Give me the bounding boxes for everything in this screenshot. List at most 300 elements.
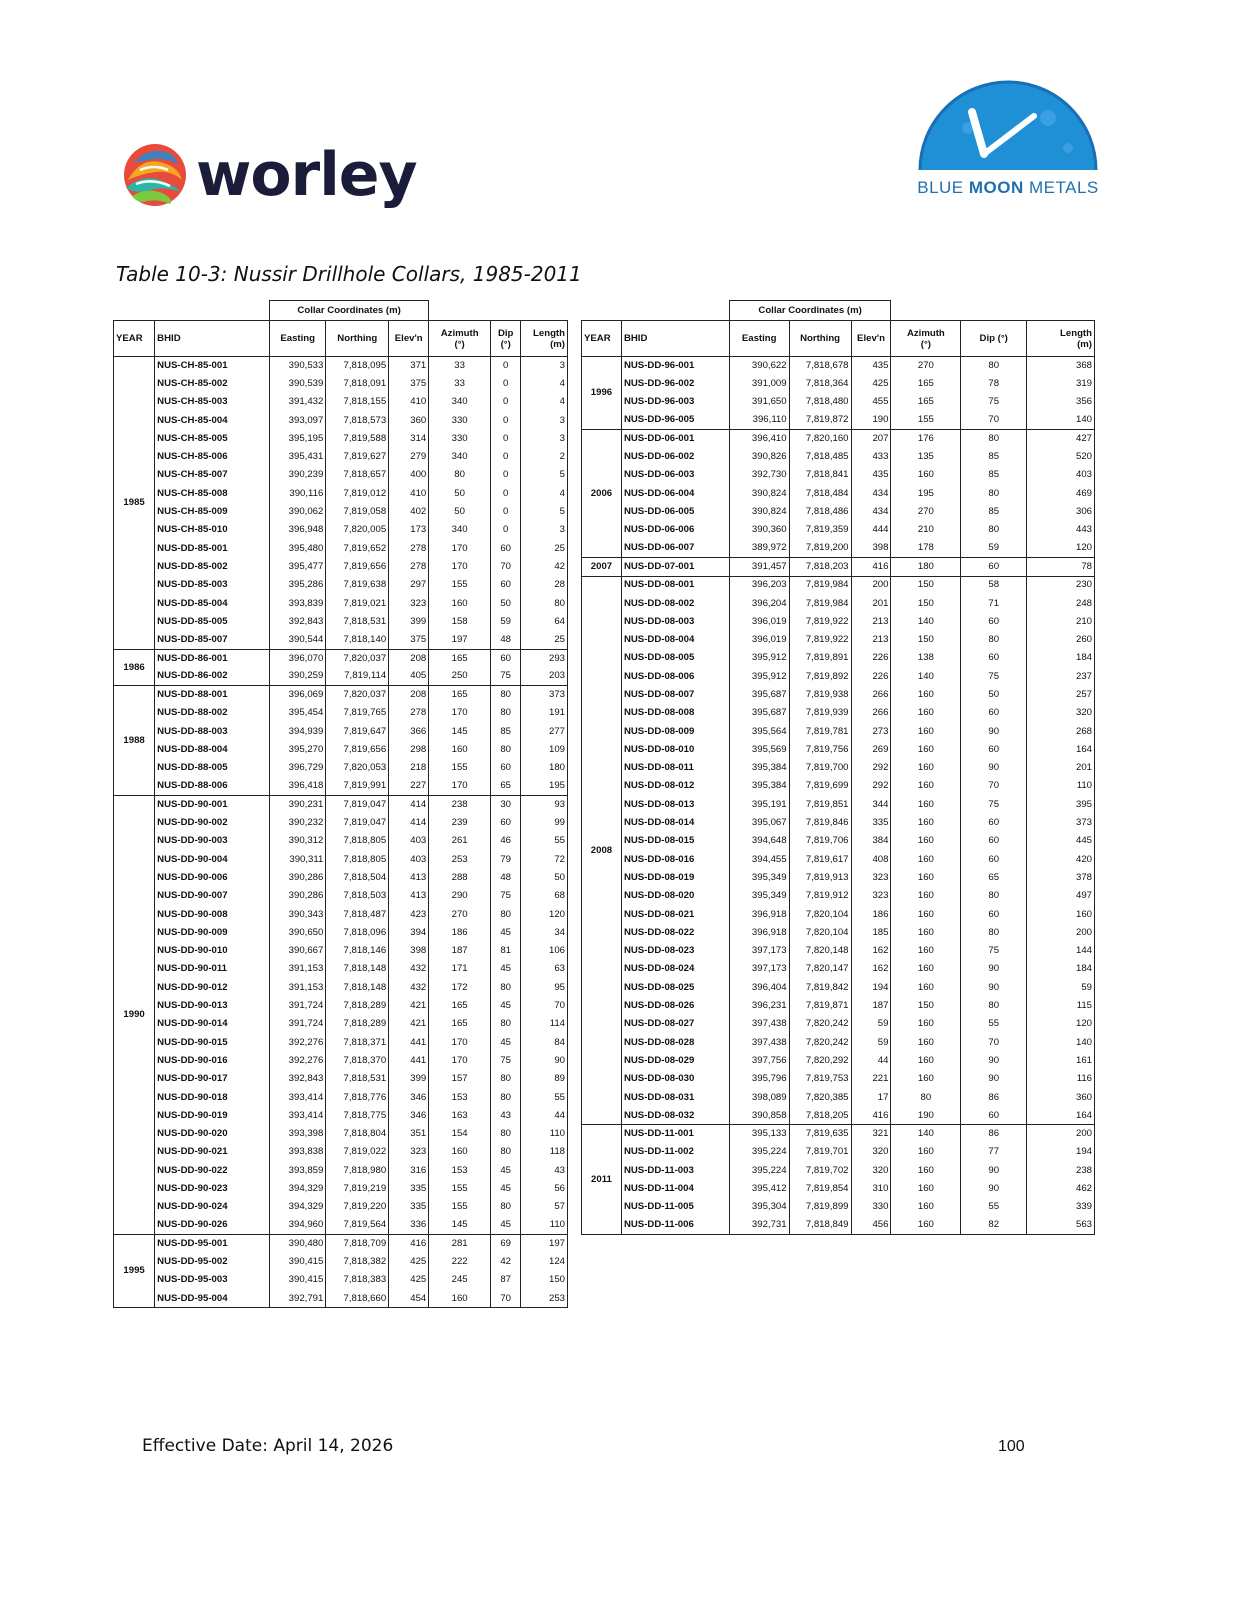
- northing-cell: 7,819,114: [326, 668, 389, 686]
- easting-cell: 393,414: [270, 1107, 326, 1125]
- dip-cell: 85: [961, 448, 1027, 466]
- elev-cell: 310: [851, 1180, 891, 1198]
- elev-cell: 207: [851, 430, 891, 448]
- dip-cell: 59: [961, 539, 1027, 557]
- easting-cell: 395,564: [729, 722, 789, 740]
- table-row: [114, 649, 568, 667]
- northing-cell: 7,819,892: [789, 668, 851, 686]
- table-row: [582, 485, 1095, 503]
- bhid-cell: NUS-DD-95-004: [155, 1290, 270, 1308]
- length-cell: 2: [521, 448, 568, 466]
- azimuth-cell: 155: [429, 1180, 491, 1198]
- length-cell: 253: [521, 1290, 568, 1308]
- northing-cell: 7,819,871: [789, 997, 851, 1015]
- elev-cell: 278: [389, 539, 429, 557]
- elev-cell: 375: [389, 375, 429, 393]
- azimuth-cell: 187: [429, 942, 491, 960]
- northing-cell: 7,819,706: [789, 832, 851, 850]
- table-row: [114, 503, 568, 521]
- table-row: [582, 887, 1095, 905]
- easting-cell: 391,153: [270, 979, 326, 997]
- northing-cell: 7,818,657: [326, 466, 389, 484]
- azimuth-cell: 50: [429, 503, 491, 521]
- bhid-cell: NUS-DD-08-005: [621, 649, 729, 667]
- length-cell: 25: [521, 631, 568, 649]
- bhid-cell: NUS-DD-95-002: [155, 1253, 270, 1271]
- azimuth-cell: 160: [891, 722, 961, 740]
- year-cell: 1996: [582, 357, 622, 430]
- table-row: [582, 631, 1095, 649]
- elev-cell: 403: [389, 851, 429, 869]
- bhid-cell: NUS-DD-08-026: [621, 997, 729, 1015]
- length-cell: 140: [1027, 1033, 1095, 1051]
- year-cell: 1995: [114, 1235, 155, 1308]
- northing-cell: 7,818,980: [326, 1162, 389, 1180]
- northing-cell: 7,819,652: [326, 539, 389, 557]
- easting-cell: 394,960: [270, 1216, 326, 1234]
- azimuth-cell: 153: [429, 1088, 491, 1106]
- dip-cell: 59: [491, 613, 521, 631]
- bhid-cell: NUS-DD-90-020: [155, 1125, 270, 1143]
- northing-cell: 7,818,775: [326, 1107, 389, 1125]
- azimuth-cell: 160: [891, 1033, 961, 1051]
- length-cell: 443: [1027, 521, 1095, 539]
- easting-cell: 390,286: [270, 869, 326, 887]
- dip-cell: 60: [961, 558, 1027, 576]
- length-cell: 90: [521, 1052, 568, 1070]
- table-row: [582, 942, 1095, 960]
- col-azimuth: Azimuth (°): [429, 321, 491, 357]
- table-row: [582, 759, 1095, 777]
- elev-cell: 399: [389, 1070, 429, 1088]
- table-row: [114, 1271, 568, 1289]
- table-row: [114, 814, 568, 832]
- northing-cell: 7,819,701: [789, 1143, 851, 1161]
- length-cell: 257: [1027, 686, 1095, 704]
- easting-cell: 396,410: [729, 430, 789, 448]
- elev-cell: 335: [851, 814, 891, 832]
- easting-cell: 390,259: [270, 668, 326, 686]
- easting-cell: 390,480: [270, 1235, 326, 1253]
- elev-cell: 399: [389, 613, 429, 631]
- dip-cell: 50: [961, 686, 1027, 704]
- easting-cell: 395,477: [270, 558, 326, 576]
- elev-cell: 314: [389, 430, 429, 448]
- azimuth-cell: 150: [891, 631, 961, 649]
- dip-cell: 80: [961, 485, 1027, 503]
- northing-cell: 7,818,486: [789, 503, 851, 521]
- length-cell: 110: [521, 1125, 568, 1143]
- elev-cell: 366: [389, 722, 429, 740]
- elev-cell: 278: [389, 704, 429, 722]
- bhid-cell: NUS-DD-90-002: [155, 814, 270, 832]
- northing-cell: 7,820,242: [789, 1015, 851, 1033]
- length-cell: 201: [1027, 759, 1095, 777]
- length-cell: 293: [521, 649, 568, 667]
- bhid-cell: NUS-CH-85-004: [155, 411, 270, 429]
- easting-cell: 390,286: [270, 887, 326, 905]
- elev-cell: 414: [389, 796, 429, 814]
- azimuth-cell: 160: [891, 759, 961, 777]
- length-cell: 268: [1027, 722, 1095, 740]
- northing-cell: 7,820,148: [789, 942, 851, 960]
- length-cell: 64: [521, 613, 568, 631]
- northing-cell: 7,820,053: [326, 759, 389, 777]
- table-row: [582, 375, 1095, 393]
- dip-cell: 50: [491, 594, 521, 612]
- northing-cell: 7,819,564: [326, 1216, 389, 1234]
- easting-cell: 392,843: [270, 613, 326, 631]
- azimuth-cell: 154: [429, 1125, 491, 1143]
- dip-cell: 70: [491, 1290, 521, 1308]
- azimuth-cell: 155: [891, 411, 961, 429]
- table-row: [582, 1088, 1095, 1106]
- worley-swirl-icon: [120, 140, 190, 210]
- azimuth-cell: 150: [891, 594, 961, 612]
- table-row: [582, 430, 1095, 448]
- easting-cell: 395,480: [270, 539, 326, 557]
- elev-cell: 456: [851, 1216, 891, 1234]
- dip-cell: 82: [961, 1216, 1027, 1234]
- easting-cell: 392,843: [270, 1070, 326, 1088]
- coord-group-header-right: Collar Coordinates (m): [729, 301, 891, 321]
- elev-cell: 398: [389, 942, 429, 960]
- length-cell: 203: [521, 668, 568, 686]
- bhid-cell: NUS-DD-90-009: [155, 924, 270, 942]
- elev-cell: 434: [851, 503, 891, 521]
- bhid-cell: NUS-DD-88-005: [155, 759, 270, 777]
- azimuth-cell: 160: [429, 594, 491, 612]
- easting-cell: 394,648: [729, 832, 789, 850]
- table-row: [582, 814, 1095, 832]
- elev-cell: 320: [851, 1162, 891, 1180]
- bhid-cell: NUS-DD-11-002: [621, 1143, 729, 1161]
- northing-cell: 7,819,913: [789, 869, 851, 887]
- table-row: [114, 485, 568, 503]
- elev-cell: 425: [389, 1271, 429, 1289]
- table-row: [582, 448, 1095, 466]
- length-cell: 497: [1027, 887, 1095, 905]
- length-cell: 110: [1027, 777, 1095, 795]
- easting-cell: 389,972: [729, 539, 789, 557]
- year-cell: 1986: [114, 649, 155, 686]
- azimuth-cell: 155: [429, 576, 491, 594]
- length-cell: 3: [521, 521, 568, 539]
- year-cell: 1985: [114, 357, 155, 650]
- northing-cell: 7,818,289: [326, 1015, 389, 1033]
- azimuth-cell: 160: [429, 1143, 491, 1161]
- year-cell: 2011: [582, 1125, 622, 1235]
- northing-cell: 7,818,146: [326, 942, 389, 960]
- table-row: [582, 924, 1095, 942]
- azimuth-cell: 33: [429, 357, 491, 375]
- azimuth-cell: 165: [429, 686, 491, 704]
- easting-cell: 395,569: [729, 741, 789, 759]
- table-row: [114, 430, 568, 448]
- elev-cell: 432: [389, 979, 429, 997]
- dip-cell: 70: [961, 1033, 1027, 1051]
- bhid-cell: NUS-CH-85-007: [155, 466, 270, 484]
- dip-cell: 80: [961, 924, 1027, 942]
- northing-cell: 7,818,480: [789, 393, 851, 411]
- dip-cell: 45: [491, 1180, 521, 1198]
- elev-cell: 398: [851, 539, 891, 557]
- length-cell: 395: [1027, 796, 1095, 814]
- bhid-cell: NUS-DD-90-026: [155, 1216, 270, 1234]
- northing-cell: 7,818,503: [326, 887, 389, 905]
- azimuth-cell: 160: [891, 1052, 961, 1070]
- length-cell: 68: [521, 887, 568, 905]
- bhid-cell: NUS-DD-08-028: [621, 1033, 729, 1051]
- bhid-cell: NUS-DD-11-001: [621, 1125, 729, 1143]
- bhid-cell: NUS-DD-08-020: [621, 887, 729, 905]
- northing-cell: 7,819,846: [789, 814, 851, 832]
- length-cell: 55: [521, 832, 568, 850]
- northing-cell: 7,819,854: [789, 1180, 851, 1198]
- elev-cell: 200: [851, 576, 891, 594]
- azimuth-cell: 172: [429, 979, 491, 997]
- azimuth-cell: 150: [891, 576, 961, 594]
- bhid-cell: NUS-DD-90-023: [155, 1180, 270, 1198]
- dip-cell: 60: [491, 759, 521, 777]
- dip-cell: 45: [491, 960, 521, 978]
- bhid-cell: NUS-DD-08-007: [621, 686, 729, 704]
- length-cell: 3: [521, 430, 568, 448]
- bhid-cell: NUS-DD-08-001: [621, 576, 729, 594]
- azimuth-cell: 170: [429, 777, 491, 795]
- col-bhid: BHID: [155, 321, 270, 357]
- table-row: [114, 686, 568, 704]
- table-row: [582, 686, 1095, 704]
- bhid-cell: NUS-DD-90-001: [155, 796, 270, 814]
- northing-cell: 7,818,573: [326, 411, 389, 429]
- bhid-cell: NUS-DD-96-005: [621, 411, 729, 429]
- easting-cell: 394,455: [729, 851, 789, 869]
- elev-cell: 194: [851, 979, 891, 997]
- elev-cell: 266: [851, 704, 891, 722]
- dip-cell: 75: [961, 942, 1027, 960]
- easting-cell: 395,796: [729, 1070, 789, 1088]
- dip-cell: 60: [961, 649, 1027, 667]
- table-row: [582, 539, 1095, 557]
- easting-cell: 395,224: [729, 1162, 789, 1180]
- table-row: [582, 1070, 1095, 1088]
- dip-cell: 42: [491, 1253, 521, 1271]
- azimuth-cell: 270: [891, 503, 961, 521]
- table-row: [114, 576, 568, 594]
- table-row: [582, 613, 1095, 631]
- azimuth-cell: 160: [891, 777, 961, 795]
- dip-cell: 45: [491, 1162, 521, 1180]
- year-cell: 1988: [114, 686, 155, 796]
- length-cell: 4: [521, 393, 568, 411]
- length-cell: 5: [521, 466, 568, 484]
- azimuth-cell: 160: [891, 960, 961, 978]
- elev-cell: 421: [389, 997, 429, 1015]
- northing-cell: 7,818,205: [789, 1107, 851, 1125]
- length-cell: 191: [521, 704, 568, 722]
- elev-cell: 413: [389, 869, 429, 887]
- easting-cell: 393,414: [270, 1088, 326, 1106]
- length-cell: 563: [1027, 1216, 1095, 1234]
- azimuth-cell: 160: [891, 979, 961, 997]
- length-cell: 120: [1027, 539, 1095, 557]
- length-cell: 144: [1027, 942, 1095, 960]
- elev-cell: 201: [851, 594, 891, 612]
- easting-cell: 395,349: [729, 887, 789, 905]
- dip-cell: 60: [961, 905, 1027, 923]
- easting-cell: 390,533: [270, 357, 326, 375]
- easting-cell: 395,384: [729, 777, 789, 795]
- bhid-cell: NUS-DD-90-014: [155, 1015, 270, 1033]
- elev-cell: 444: [851, 521, 891, 539]
- bhid-cell: NUS-DD-90-013: [155, 997, 270, 1015]
- length-cell: 378: [1027, 869, 1095, 887]
- length-cell: 230: [1027, 576, 1095, 594]
- length-cell: 116: [1027, 1070, 1095, 1088]
- northing-cell: 7,819,359: [789, 521, 851, 539]
- elev-cell: 384: [851, 832, 891, 850]
- azimuth-cell: 163: [429, 1107, 491, 1125]
- length-cell: 420: [1027, 851, 1095, 869]
- effective-date: Effective Date: April 14, 2026: [142, 1436, 394, 1456]
- bhid-cell: NUS-DD-95-003: [155, 1271, 270, 1289]
- northing-cell: 7,819,022: [326, 1143, 389, 1161]
- dip-cell: 81: [491, 942, 521, 960]
- worley-wordmark: worley: [196, 140, 417, 210]
- northing-cell: 7,820,037: [326, 686, 389, 704]
- table-row: [582, 576, 1095, 594]
- azimuth-cell: 165: [891, 375, 961, 393]
- northing-cell: 7,819,938: [789, 686, 851, 704]
- table-row: [114, 924, 568, 942]
- azimuth-cell: 239: [429, 814, 491, 832]
- elev-cell: 186: [851, 905, 891, 923]
- elev-cell: 208: [389, 649, 429, 667]
- bhid-cell: NUS-DD-88-006: [155, 777, 270, 795]
- northing-cell: 7,818,504: [326, 869, 389, 887]
- table-row: [114, 997, 568, 1015]
- northing-cell: 7,818,289: [326, 997, 389, 1015]
- azimuth-cell: 160: [891, 1015, 961, 1033]
- elev-cell: 323: [851, 887, 891, 905]
- bhid-cell: NUS-CH-85-002: [155, 375, 270, 393]
- easting-cell: 397,173: [729, 960, 789, 978]
- elev-cell: 454: [389, 1290, 429, 1308]
- blue-moon-wordmark: BLUE MOON METALS: [917, 178, 1099, 197]
- bhid-cell: NUS-DD-06-006: [621, 521, 729, 539]
- azimuth-cell: 160: [891, 905, 961, 923]
- elev-cell: 323: [389, 594, 429, 612]
- dip-cell: 0: [491, 430, 521, 448]
- table-row: [114, 1052, 568, 1070]
- northing-cell: 7,818,805: [326, 832, 389, 850]
- easting-cell: 395,912: [729, 649, 789, 667]
- length-cell: 200: [1027, 1125, 1095, 1143]
- elev-cell: 416: [389, 1235, 429, 1253]
- easting-cell: 395,687: [729, 686, 789, 704]
- bhid-cell: NUS-DD-08-002: [621, 594, 729, 612]
- easting-cell: 391,650: [729, 393, 789, 411]
- elev-cell: 59: [851, 1033, 891, 1051]
- azimuth-cell: 158: [429, 613, 491, 631]
- azimuth-cell: 178: [891, 539, 961, 557]
- table-row: [114, 722, 568, 740]
- blue-moon-clock-icon: [908, 78, 1108, 178]
- northing-cell: 7,819,872: [789, 411, 851, 429]
- elev-cell: 414: [389, 814, 429, 832]
- azimuth-cell: 160: [891, 1216, 961, 1234]
- table-row: [114, 1216, 568, 1234]
- northing-cell: 7,818,531: [326, 613, 389, 631]
- azimuth-cell: 140: [891, 613, 961, 631]
- length-cell: 4: [521, 485, 568, 503]
- table-row: [114, 411, 568, 429]
- dip-cell: 90: [961, 722, 1027, 740]
- dip-cell: 75: [491, 887, 521, 905]
- easting-cell: 398,089: [729, 1088, 789, 1106]
- dip-cell: 0: [491, 503, 521, 521]
- bhid-cell: NUS-DD-08-024: [621, 960, 729, 978]
- northing-cell: 7,819,012: [326, 485, 389, 503]
- elev-cell: 435: [851, 357, 891, 375]
- azimuth-cell: 238: [429, 796, 491, 814]
- elev-cell: 441: [389, 1033, 429, 1051]
- elev-cell: 421: [389, 1015, 429, 1033]
- azimuth-cell: 140: [891, 1125, 961, 1143]
- coord-group-header: Collar Coordinates (m): [270, 301, 429, 321]
- bhid-cell: NUS-DD-06-002: [621, 448, 729, 466]
- bhid-cell: NUS-DD-88-003: [155, 722, 270, 740]
- azimuth-cell: 250: [429, 668, 491, 686]
- azimuth-cell: 340: [429, 521, 491, 539]
- bhid-cell: NUS-DD-88-002: [155, 704, 270, 722]
- northing-cell: 7,819,656: [326, 558, 389, 576]
- table-row: [582, 393, 1095, 411]
- easting-cell: 395,384: [729, 759, 789, 777]
- azimuth-cell: 180: [891, 558, 961, 576]
- azimuth-cell: 160: [891, 887, 961, 905]
- azimuth-cell: 288: [429, 869, 491, 887]
- azimuth-cell: 281: [429, 1235, 491, 1253]
- elev-cell: 292: [851, 777, 891, 795]
- azimuth-cell: 170: [429, 539, 491, 557]
- length-cell: 4: [521, 375, 568, 393]
- easting-cell: 390,650: [270, 924, 326, 942]
- col-length-right: Length (m): [1027, 321, 1095, 357]
- easting-cell: 395,349: [729, 869, 789, 887]
- table-row: [114, 741, 568, 759]
- northing-cell: 7,819,753: [789, 1070, 851, 1088]
- northing-cell: 7,819,047: [326, 814, 389, 832]
- dip-cell: 0: [491, 521, 521, 539]
- northing-cell: 7,818,776: [326, 1088, 389, 1106]
- dip-cell: 77: [961, 1143, 1027, 1161]
- easting-cell: 392,731: [729, 1216, 789, 1234]
- easting-cell: 390,232: [270, 814, 326, 832]
- azimuth-cell: 160: [891, 466, 961, 484]
- easting-cell: 392,276: [270, 1033, 326, 1051]
- table-row: [114, 905, 568, 923]
- dip-cell: 30: [491, 796, 521, 814]
- length-cell: 180: [521, 759, 568, 777]
- bhid-cell: NUS-DD-90-022: [155, 1162, 270, 1180]
- azimuth-cell: 261: [429, 832, 491, 850]
- easting-cell: 393,859: [270, 1162, 326, 1180]
- col-easting-right: Easting: [729, 321, 789, 357]
- azimuth-cell: 160: [891, 686, 961, 704]
- length-cell: 34: [521, 924, 568, 942]
